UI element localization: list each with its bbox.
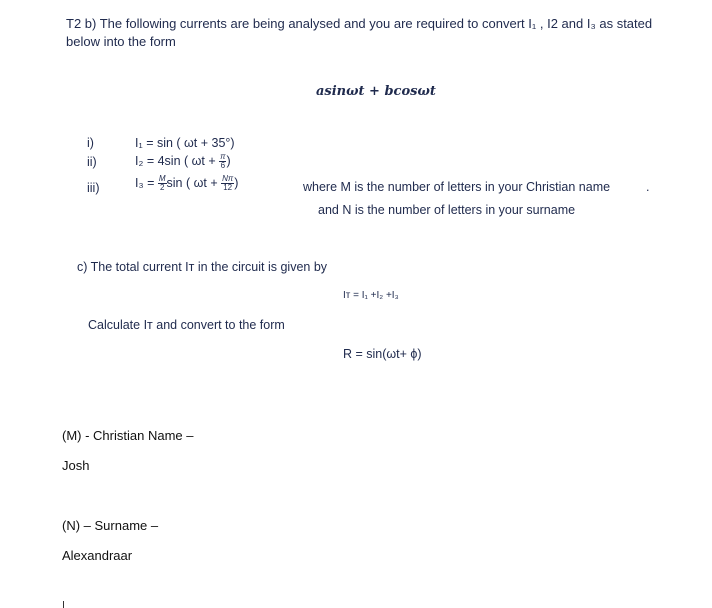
question-b-line-1: T2 b) The following currents are being analysed and you are required to convert I₁ , I2 and I₃ as stated bbox=[66, 16, 653, 31]
item-ii-lhs: I₂ bbox=[135, 153, 144, 168]
item-number-ii: ii) bbox=[87, 155, 97, 169]
item-iii-lhs: I₃ bbox=[135, 175, 144, 190]
total-current-formula: Iᴛ = I₁ +I₂ +I₃ bbox=[343, 290, 399, 301]
calculate-instruction: Calculate Iᴛ and convert to the form bbox=[88, 318, 285, 332]
n-answer-value: Alexandraar bbox=[62, 548, 133, 563]
item-number-i: i) bbox=[87, 136, 94, 150]
item-iii-rhs-post: ) bbox=[234, 175, 239, 190]
item-ii-equation bbox=[135, 153, 231, 170]
item-iii-fraction: $\frac{N\pi}{12}$ bbox=[222, 174, 234, 192]
m-answer-label: (M) - Christian Name – bbox=[62, 428, 194, 443]
m-answer-value: Josh bbox=[62, 458, 90, 473]
text-cursor bbox=[63, 601, 64, 608]
n-answer-label: (N) – Surname – bbox=[62, 518, 159, 533]
item-iii-coefficient: $\frac{M}{2}$ bbox=[158, 174, 166, 192]
question-c-text: c) The total current Iᴛ in the circuit is given by bbox=[77, 260, 328, 274]
item-iii-equation bbox=[135, 175, 238, 192]
item-iii-rhs-mid: sin ( ωt + bbox=[166, 175, 218, 190]
item-i-rhs: = sin ( ωt + 35°) bbox=[146, 136, 235, 150]
item-ii-rhs-pre: = 4sin ( ωt + bbox=[146, 153, 216, 168]
note-dot: . bbox=[646, 180, 650, 194]
target-form-equation: asinωt + bcosωt bbox=[316, 84, 436, 99]
n-definition-note: and N is the number of letters in your surname bbox=[318, 203, 576, 217]
item-ii-fraction: $\frac{\pi}{6}$ bbox=[220, 152, 226, 170]
question-b-line-2: below into the form bbox=[66, 34, 176, 49]
item-i-equation bbox=[135, 136, 235, 150]
item-iii-equals: = bbox=[147, 175, 155, 190]
m-definition-note: where M is the number of letters in your Christian name bbox=[303, 180, 611, 194]
item-i-lhs: I₁ bbox=[135, 136, 143, 150]
item-number-iii: iii) bbox=[87, 181, 100, 195]
item-ii-rhs-post: ) bbox=[226, 153, 231, 168]
result-form-equation: R = sin(ωt+ ϕ) bbox=[343, 347, 422, 361]
